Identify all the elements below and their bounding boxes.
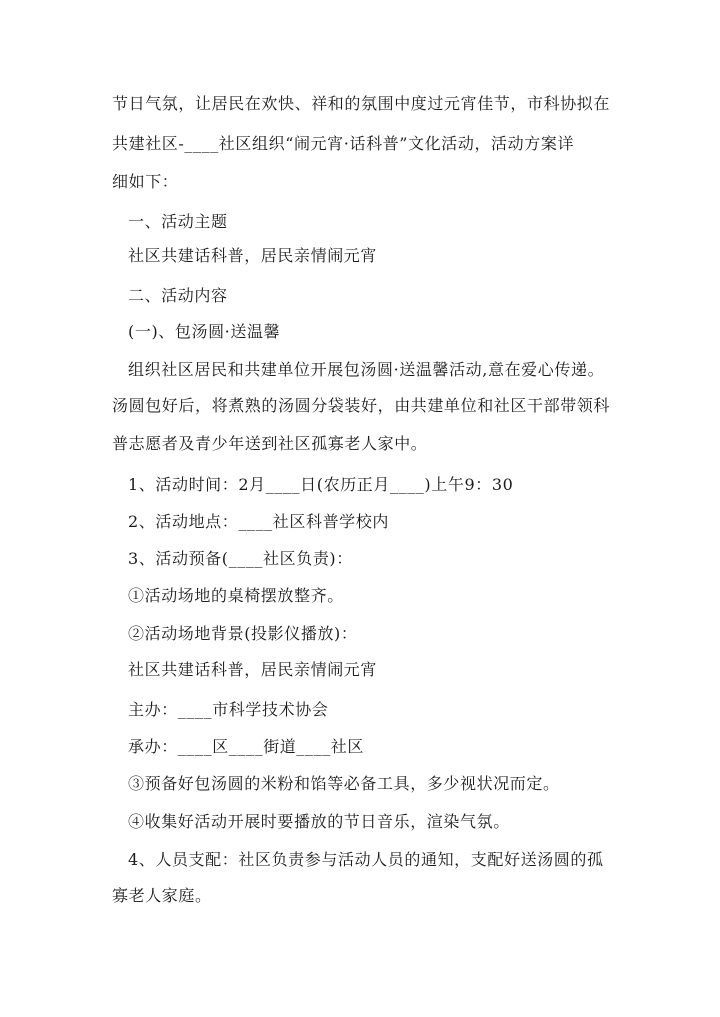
paragraph-line: 汤圆包好后，将煮熟的汤圆分袋装好，由共建单位和社区干部带领科 (112, 396, 611, 415)
paragraph-line: 寡老人家庭。 (112, 886, 212, 905)
paragraph-line: 承办：____区____街道____社区 (128, 737, 365, 756)
paragraph-line: 共建社区-____社区组织“闹元宵·话科普”文化活动，活动方案详 (112, 134, 575, 153)
list-item: 1、活动时间：2月____日(农历正月____)上午9：30 (128, 475, 514, 494)
list-item: 4、人员支配：社区负责参与活动人员的通知，支配好送汤圆的孤 (128, 850, 604, 869)
paragraph-line: 主办：____市科学技术协会 (128, 700, 329, 719)
list-item: ③预备好包汤圆的米粉和馅等必备工具，多少视状况而定。 (128, 774, 560, 793)
paragraph-line: 组织社区居民和共建单位开展包汤圆·送温馨活动,意在爱心传递。 (128, 360, 605, 379)
paragraph-line: 节日气氛，让居民在欢快、祥和的氛围中度过元宵佳节，市科协拟在 (112, 94, 611, 113)
paragraph-line: 普志愿者及青少年送到社区孤寡老人家中。 (112, 434, 428, 453)
list-item: ④收集好活动开展时要播放的节日音乐，渲染气氛。 (128, 812, 510, 831)
paragraph-line: 细如下： (112, 172, 179, 191)
subsection-heading: (一)、包汤圆·送温馨 (128, 322, 281, 341)
list-item: 3、活动预备(____社区负责)： (128, 549, 353, 568)
paragraph-line: 社区共建话科普，居民亲情闹元宵 (128, 246, 378, 265)
list-item: ②活动场地背景(投影仪播放)： (128, 624, 358, 643)
list-item: ①活动场地的桌椅摆放整齐。 (128, 586, 344, 605)
section-heading: 二、活动内容 (128, 286, 228, 305)
list-item: 2、活动地点：____社区科普学校内 (128, 512, 389, 531)
paragraph-line: 社区共建话科普，居民亲情闹元宵 (128, 660, 378, 679)
section-heading: 一、活动主题 (128, 212, 228, 231)
